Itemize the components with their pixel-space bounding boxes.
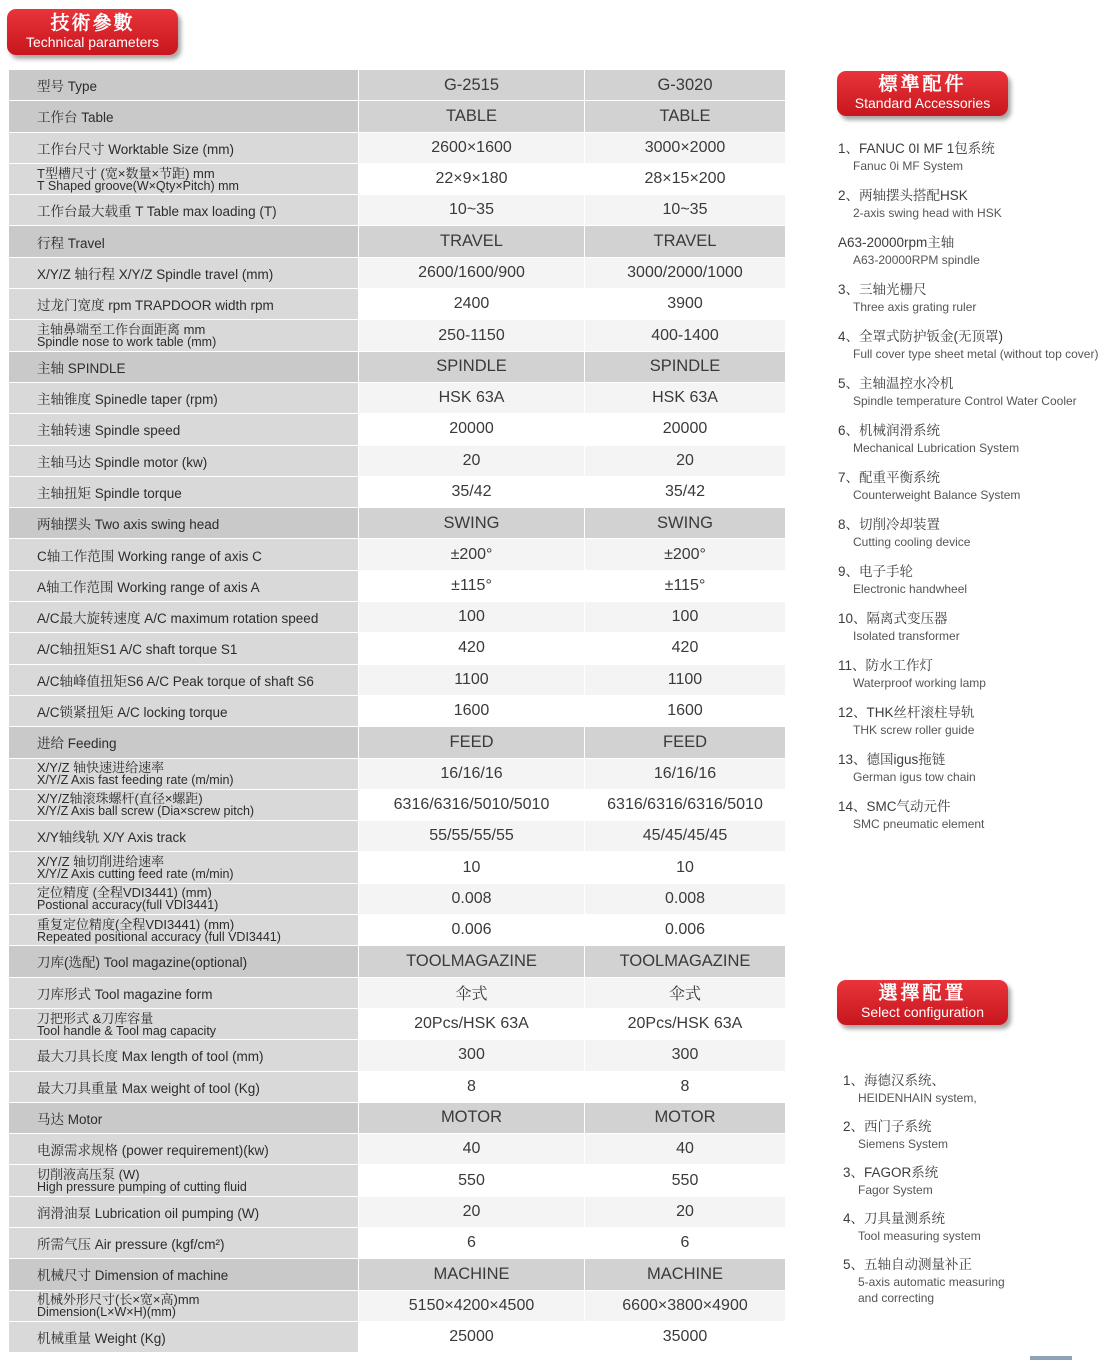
row-label: [9, 665, 359, 695]
row-label-primary: 工作台尺寸 Worktable Size (mm): [37, 141, 235, 157]
table-row: [9, 446, 786, 477]
table-row: [9, 1228, 786, 1259]
value-g2515: 420: [359, 633, 585, 663]
row-label: [9, 352, 359, 382]
list-item-zh: 12、THK丝杆滚柱导轨: [838, 705, 975, 720]
table-section-row: [9, 1103, 786, 1134]
value-g2515: 25000: [359, 1322, 585, 1352]
row-label-primary: 主轴转速 Spindle speed: [37, 423, 181, 439]
row-label-primary: 机械尺寸 Dimension of machine: [37, 1268, 229, 1284]
value-g2515: 20Pcs/HSK 63A: [359, 1009, 585, 1039]
list-item-zh: 6、机械润滑系统: [838, 423, 941, 438]
table-section-row: [9, 946, 786, 977]
list-item-zh: 5、五轴自动测量补正: [843, 1257, 973, 1272]
list-item: [838, 563, 1100, 597]
list-item-zh: 2、西门子系统: [843, 1119, 932, 1134]
list-item: [843, 1256, 1100, 1306]
row-label-secondary: High pressure pumping of cutting fluid: [37, 1180, 247, 1195]
value-g2515: SWING: [359, 508, 585, 538]
value-g3020: 10~35: [585, 195, 786, 225]
list-item-en: A63-20000RPM spindle: [853, 253, 980, 267]
row-label: [9, 477, 359, 507]
list-item-zh: 9、电子手轮: [838, 564, 914, 579]
list-item: [838, 469, 1100, 503]
value-g2515: 1600: [359, 696, 585, 726]
row-label: [9, 602, 359, 632]
table-row: [9, 759, 786, 790]
table-row: [9, 696, 786, 727]
list-item-en: Electronic handwheel: [853, 582, 968, 596]
row-label: [9, 289, 359, 319]
row-label-primary: 电源需求规格 (power requirement)(kw): [37, 1143, 269, 1159]
value-g2515: 6: [359, 1228, 585, 1258]
list-item-zh: 8、切削冷却装置: [838, 517, 941, 532]
row-label-primary: X/Y轴线轨 X/Y Axis track: [37, 830, 187, 846]
value-g3020: 550: [585, 1165, 786, 1195]
table-row: [9, 258, 786, 289]
table-row: [9, 1072, 786, 1103]
table-section-row: [9, 352, 786, 383]
row-label: [9, 884, 359, 914]
row-label-primary: 重复定位精度(全程VDI3441) (mm): [37, 916, 235, 932]
row-label-primary: 主轴马达 Spindle motor (kw): [37, 454, 208, 470]
row-label: [9, 852, 359, 882]
list-item: [838, 704, 1100, 738]
table-row: [9, 1134, 786, 1165]
table-row: [9, 821, 786, 852]
standard-accessories-list: [838, 140, 1100, 845]
list-item-zh: 4、刀具量测系统: [843, 1211, 946, 1226]
row-label: [9, 383, 359, 413]
list-item-en: THK screw roller guide: [853, 723, 975, 737]
list-item-en: Tool measuring system: [858, 1229, 981, 1243]
row-label-primary: 过龙门宽度 rpm TRAPDOOR width rpm: [37, 298, 274, 314]
value-g2515: ±200°: [359, 539, 585, 569]
list-item: [838, 751, 1100, 785]
value-g3020: 20: [585, 1197, 786, 1227]
spec-table: [9, 70, 786, 1353]
row-label: [9, 759, 359, 789]
row-label: [9, 539, 359, 569]
list-item-zh: 14、SMC气动元件: [838, 799, 951, 814]
row-label: [9, 258, 359, 288]
value-g3020: TOOLMAGAZINE: [585, 946, 786, 976]
row-label-primary: A/C轴扭矩S1 A/C shaft torque S1: [37, 642, 238, 658]
table-row: [9, 633, 786, 664]
list-item-en: SMC pneumatic element: [853, 817, 985, 831]
row-label-secondary: Spindle nose to work table (mm): [37, 335, 217, 350]
row-label: [9, 633, 359, 663]
list-item-en: Fanuc 0i MF System: [853, 159, 964, 173]
list-item: [838, 610, 1100, 644]
row-label-primary: 两轴摆头 Two axis swing head: [37, 517, 220, 533]
value-g3020: MACHINE: [585, 1259, 786, 1289]
value-g3020: 10: [585, 852, 786, 882]
value-g3020: 1100: [585, 665, 786, 695]
value-g3020: 0.008: [585, 884, 786, 914]
value-g2515: 5150×4200×4500: [359, 1291, 585, 1321]
row-label: [9, 101, 359, 131]
value-g3020: ±115°: [585, 571, 786, 601]
row-label: [9, 915, 359, 945]
list-item: [843, 1210, 1100, 1244]
table-row: [9, 539, 786, 570]
value-g3020: 20: [585, 446, 786, 476]
value-g2515: SPINDLE: [359, 352, 585, 382]
badge-title-zh: 標準配件: [878, 73, 967, 95]
value-g3020: 35000: [585, 1322, 786, 1352]
list-item: [843, 1072, 1100, 1106]
value-g3020: 1600: [585, 696, 786, 726]
list-item-zh: 11、防水工作灯: [838, 658, 934, 673]
list-item-en: Waterproof working lamp: [853, 676, 986, 690]
list-item-zh: 10、隔离式变压器: [838, 611, 948, 626]
list-item: [838, 798, 1100, 832]
row-label-primary: 行程 Travel: [37, 235, 105, 251]
table-row: [9, 790, 786, 821]
value-g2515: 35/42: [359, 477, 585, 507]
list-item-en: HEIDENHAIN system,: [858, 1091, 977, 1105]
table-section-row: [9, 1259, 786, 1290]
row-label: [9, 226, 359, 256]
row-label: [9, 1197, 359, 1227]
value-g2515: 250-1150: [359, 320, 585, 350]
list-item-zh: 3、三轴光栅尺: [838, 282, 927, 297]
row-label: [9, 133, 359, 163]
row-label: [9, 1259, 359, 1289]
list-item-en: Counterweight Balance System: [853, 488, 1021, 502]
list-item-en: 5-axis automatic measuring: [858, 1275, 1005, 1289]
row-label-secondary: Repeated positional accuracy (full VDI3441): [37, 929, 281, 944]
row-label-secondary: X/Y/Z Axis fast feeding rate (m/min): [37, 773, 234, 788]
list-item-en: German igus tow chain: [853, 770, 976, 784]
row-label: [9, 1103, 359, 1133]
select-configuration-badge: [837, 980, 1008, 1025]
row-label-secondary: Postional accuracy(full VDI3441): [37, 898, 219, 913]
row-label-primary: 最大刀具长度 Max length of tool (mm): [37, 1049, 264, 1065]
row-label-primary: A轴工作范围 Working range of axis A: [37, 579, 260, 595]
value-g2515: TRAVEL: [359, 226, 585, 256]
row-label: [9, 821, 359, 851]
value-g3020: 420: [585, 633, 786, 663]
row-label-primary: 所需气压 Air pressure (kgf/cm²): [37, 1237, 225, 1253]
list-item-en: Cutting cooling device: [853, 535, 971, 549]
value-g2515: 55/55/55/55: [359, 821, 585, 851]
table-row: [9, 477, 786, 508]
value-g2515: 2400: [359, 289, 585, 319]
value-g3020: 6600×3800×4900: [585, 1291, 786, 1321]
table-row: [9, 133, 786, 164]
value-g2515: 16/16/16: [359, 759, 585, 789]
row-label-primary: 机械外形尺寸(长×宽×高)mm: [37, 1292, 200, 1308]
value-g3020: 3900: [585, 289, 786, 319]
row-label-primary: 定位精度 (全程VDI3441) (mm): [37, 885, 212, 901]
badge-title-en: Select configuration: [861, 1004, 984, 1020]
value-g3020: 45/45/45/45: [585, 821, 786, 851]
table-row: [9, 978, 786, 1009]
value-g2515: 0.008: [359, 884, 585, 914]
row-label: [9, 1165, 359, 1195]
row-label: [9, 1134, 359, 1164]
value-g2515: 2600/1600/900: [359, 258, 585, 288]
badge-title-en: Technical parameters: [25, 34, 160, 50]
value-g3020: 6316/6316/6316/5010: [585, 790, 786, 820]
row-label-primary: 工作台 Table: [37, 110, 114, 126]
value-g2515: 20000: [359, 414, 585, 444]
row-label: [9, 727, 359, 757]
row-label: [9, 446, 359, 476]
list-item-zh: 1、海德汉系统、: [843, 1073, 946, 1088]
value-g2515: 20: [359, 446, 585, 476]
table-row: [9, 884, 786, 915]
value-g2515: 300: [359, 1040, 585, 1070]
list-item: [838, 328, 1100, 362]
value-g3020: 16/16/16: [585, 759, 786, 789]
value-g2515: 伞式: [359, 978, 585, 1008]
row-label-primary: 主轴锥度 Spinedle taper (rpm): [37, 392, 218, 408]
value-g2515: 10: [359, 852, 585, 882]
badge-title-en: Standard Accessories: [854, 95, 991, 111]
table-section-row: [9, 101, 786, 132]
list-item: [838, 140, 1100, 174]
value-g2515: 20: [359, 1197, 585, 1227]
badge-title-zh: 技術參數: [50, 12, 135, 34]
value-g3020: 300: [585, 1040, 786, 1070]
row-label-primary: X/Y/Z轴滚珠螺杆(直径×螺距): [37, 791, 203, 807]
badge-title-zh: 選擇配置: [878, 982, 967, 1004]
value-g2515: TOOLMAGAZINE: [359, 946, 585, 976]
table-row: [9, 1322, 786, 1353]
value-g2515: 2600×1600: [359, 133, 585, 163]
row-label-primary: X/Y/Z 轴快速进给速率: [37, 760, 165, 776]
row-label-primary: 刀库(选配) Tool magazine(optional): [37, 955, 248, 971]
row-label: [9, 1072, 359, 1102]
list-item-zh: 1、FANUC 0I MF 1包系统: [838, 141, 995, 156]
value-g3020: 0.006: [585, 915, 786, 945]
table-section-row: [9, 226, 786, 257]
value-g2515: 22×9×180: [359, 164, 585, 194]
list-item-en: Fagor System: [858, 1183, 933, 1197]
row-label-primary: 主轴扭矩 Spindle torque: [37, 486, 182, 501]
value-g2515: G-2515: [359, 70, 585, 100]
value-g3020: HSK 63A: [585, 383, 786, 413]
row-label: [9, 696, 359, 726]
row-label: [9, 195, 359, 225]
list-item-en: Isolated transformer: [853, 629, 960, 643]
row-label-primary: A/C锁紧扭矩 A/C locking torque: [37, 705, 228, 721]
row-label: [9, 508, 359, 538]
list-item-zh: 13、德国igus拖链: [838, 752, 946, 767]
table-row: [9, 602, 786, 633]
list-item-zh: 2、两轴摆头搭配HSK: [838, 188, 968, 203]
list-item: [838, 234, 1100, 268]
value-g3020: TABLE: [585, 101, 786, 131]
technical-parameters-badge: [7, 9, 178, 55]
table-row: [9, 1040, 786, 1071]
table-row: [9, 414, 786, 445]
value-g2515: MOTOR: [359, 1103, 585, 1133]
table-row: [9, 289, 786, 320]
list-item-zh: 5、主轴温控水冷机: [838, 376, 954, 391]
table-row: [9, 915, 786, 946]
select-configuration-list: [843, 1072, 1100, 1318]
row-label: [9, 1291, 359, 1321]
row-label-primary: 进给 Feeding: [37, 736, 117, 752]
value-g3020: 40: [585, 1134, 786, 1164]
table-section-row: [9, 727, 786, 758]
value-g2515: 10~35: [359, 195, 585, 225]
table-section-row: [9, 70, 786, 101]
standard-accessories-badge: [837, 71, 1008, 116]
value-g3020: TRAVEL: [585, 226, 786, 256]
value-g3020: 3000×2000: [585, 133, 786, 163]
row-label: [9, 790, 359, 820]
row-label-secondary: T Shaped groove(W×Qty×Pitch) mm: [37, 178, 239, 193]
row-label-primary: 刀把形式 &刀库容量: [37, 1010, 154, 1026]
list-item: [843, 1118, 1100, 1152]
table-row: [9, 852, 786, 883]
row-label-primary: A/C轴峰值扭矩S6 A/C Peak torque of shaft S6: [37, 673, 314, 689]
value-g3020: 3000/2000/1000: [585, 258, 786, 288]
list-item-en: 2-axis swing head with HSK: [853, 206, 1002, 220]
row-label: [9, 320, 359, 350]
value-g3020: 20Pcs/HSK 63A: [585, 1009, 786, 1039]
value-g3020: 6: [585, 1228, 786, 1258]
value-g3020: 100: [585, 602, 786, 632]
value-g3020: SWING: [585, 508, 786, 538]
row-label-primary: 最大刀具重量 Max weight of tool (Kg): [37, 1080, 260, 1096]
value-g3020: 400-1400: [585, 320, 786, 350]
row-label: [9, 164, 359, 194]
list-item: [838, 516, 1100, 550]
row-label-primary: 马达 Motor: [37, 1111, 103, 1127]
list-item: [838, 281, 1100, 315]
value-g3020: G-3020: [585, 70, 786, 100]
row-label-primary: 润滑油泵 Lubrication oil pumping (W): [37, 1205, 260, 1221]
list-item-zh: 3、FAGOR系统: [843, 1165, 939, 1180]
value-g2515: FEED: [359, 727, 585, 757]
list-item: [843, 1164, 1100, 1198]
scroll-indicator: [1030, 1356, 1072, 1360]
value-g2515: 550: [359, 1165, 585, 1195]
row-label-primary: C轴工作范围 Working range of axis C: [37, 548, 262, 564]
table-row: [9, 1291, 786, 1322]
value-g3020: 28×15×200: [585, 164, 786, 194]
table-row: [9, 571, 786, 602]
value-g3020: 伞式: [585, 978, 786, 1008]
value-g2515: TABLE: [359, 101, 585, 131]
value-g2515: MACHINE: [359, 1259, 585, 1289]
value-g2515: 6316/6316/5010/5010: [359, 790, 585, 820]
row-label-primary: 机械重量 Weight (Kg): [37, 1331, 166, 1347]
row-label: [9, 571, 359, 601]
row-label: [9, 1228, 359, 1258]
list-item: [838, 657, 1100, 691]
row-label-primary: X/Y/Z 轴切削进给速率: [37, 854, 165, 870]
row-label-primary: 主轴 SPINDLE: [37, 360, 126, 376]
row-label-secondary: Dimension(L×W×H)(mm): [37, 1305, 176, 1320]
row-label-primary: 主轴鼻端至工作台面距离 mm: [37, 322, 206, 338]
value-g2515: 1100: [359, 665, 585, 695]
list-item-en: Mechanical Lubrication System: [853, 441, 1020, 455]
value-g2515: 0.006: [359, 915, 585, 945]
value-g3020: 35/42: [585, 477, 786, 507]
row-label-primary: 型号 Type: [37, 79, 98, 95]
row-label: [9, 1040, 359, 1070]
row-label: [9, 1322, 359, 1352]
row-label-primary: 刀库形式 Tool magazine form: [37, 986, 213, 1002]
value-g2515: HSK 63A: [359, 383, 585, 413]
row-label-primary: 工作台最大载重 T Table max loading (T): [37, 204, 277, 220]
value-g3020: ±200°: [585, 539, 786, 569]
row-label-primary: 切削液高压泵 (W): [37, 1167, 140, 1183]
row-label: [9, 414, 359, 444]
row-label: [9, 978, 359, 1008]
value-g2515: ±115°: [359, 571, 585, 601]
row-label-primary: X/Y/Z 轴行程 X/Y/Z Spindle travel (mm): [37, 266, 274, 282]
list-item: [838, 187, 1100, 221]
value-g3020: 8: [585, 1072, 786, 1102]
value-g3020: SPINDLE: [585, 352, 786, 382]
table-row: [9, 1165, 786, 1196]
table-row: [9, 665, 786, 696]
value-g2515: 8: [359, 1072, 585, 1102]
list-item-zh: A63-20000rpm主轴: [838, 235, 955, 250]
list-item-en: Siemens System: [858, 1137, 949, 1151]
list-item: [838, 375, 1100, 409]
row-label-secondary: X/Y/Z Axis ball screw (Dia×screw pitch): [37, 804, 255, 819]
list-item-en: Spindle temperature Control Water Cooler: [853, 394, 1077, 408]
list-item-en: Full cover type sheet metal (without top cover): [853, 347, 1099, 361]
value-g3020: 20000: [585, 414, 786, 444]
value-g2515: 40: [359, 1134, 585, 1164]
table-row: [9, 164, 786, 195]
list-item-zh: 7、配重平衡系统: [838, 470, 941, 485]
table-row: [9, 383, 786, 414]
row-label-secondary: Tool handle & Tool mag capacity: [37, 1023, 217, 1038]
table-row: [9, 320, 786, 351]
value-g3020: MOTOR: [585, 1103, 786, 1133]
row-label-primary: A/C最大旋转速度 A/C maximum rotation speed: [37, 611, 319, 627]
table-section-row: [9, 508, 786, 539]
table-row: [9, 1009, 786, 1040]
row-label-primary: T型槽尺寸 (宽×数量×节距) mm: [37, 165, 215, 181]
value-g3020: FEED: [585, 727, 786, 757]
value-g2515: 100: [359, 602, 585, 632]
list-item-zh: 4、全罩式防护钣金(无顶罩): [838, 329, 1003, 344]
table-row: [9, 1197, 786, 1228]
row-label: [9, 946, 359, 976]
list-item-en: Three axis grating ruler: [853, 300, 977, 314]
row-label-secondary: X/Y/Z Axis cutting feed rate (m/min): [37, 867, 234, 882]
list-item: [838, 422, 1100, 456]
row-label: [9, 70, 359, 100]
row-label: [9, 1009, 359, 1039]
list-item-en-line2: and correcting: [858, 1291, 935, 1305]
table-row: [9, 195, 786, 226]
